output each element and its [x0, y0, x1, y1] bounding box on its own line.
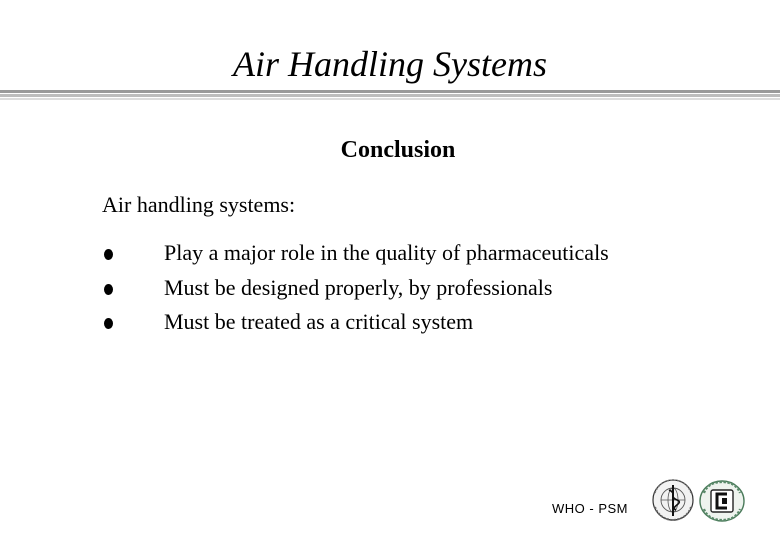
bullet-icon: [104, 318, 113, 329]
who-emblem-icon: [650, 477, 696, 523]
bullet-icon: [104, 249, 113, 260]
bullet-icon: [104, 284, 113, 295]
bullet-text: Play a major role in the quality of pharmaceuticals: [164, 240, 609, 265]
bullet-text: Must be treated as a critical system: [164, 309, 474, 334]
pharmacy-emblem-icon: [698, 479, 746, 523]
divider-band: [0, 98, 780, 100]
bullet-text: Must be designed properly, by professionals: [164, 274, 553, 300]
title-divider: [0, 90, 780, 102]
slide-title: Air Handling Systems: [233, 44, 547, 84]
intro-text: Air handling systems:: [102, 192, 296, 217]
divider-band: [0, 94, 780, 97]
footer-label: WHO - PSM: [552, 501, 628, 516]
divider-band: [0, 90, 780, 93]
section-heading: Conclusion: [340, 137, 456, 163]
